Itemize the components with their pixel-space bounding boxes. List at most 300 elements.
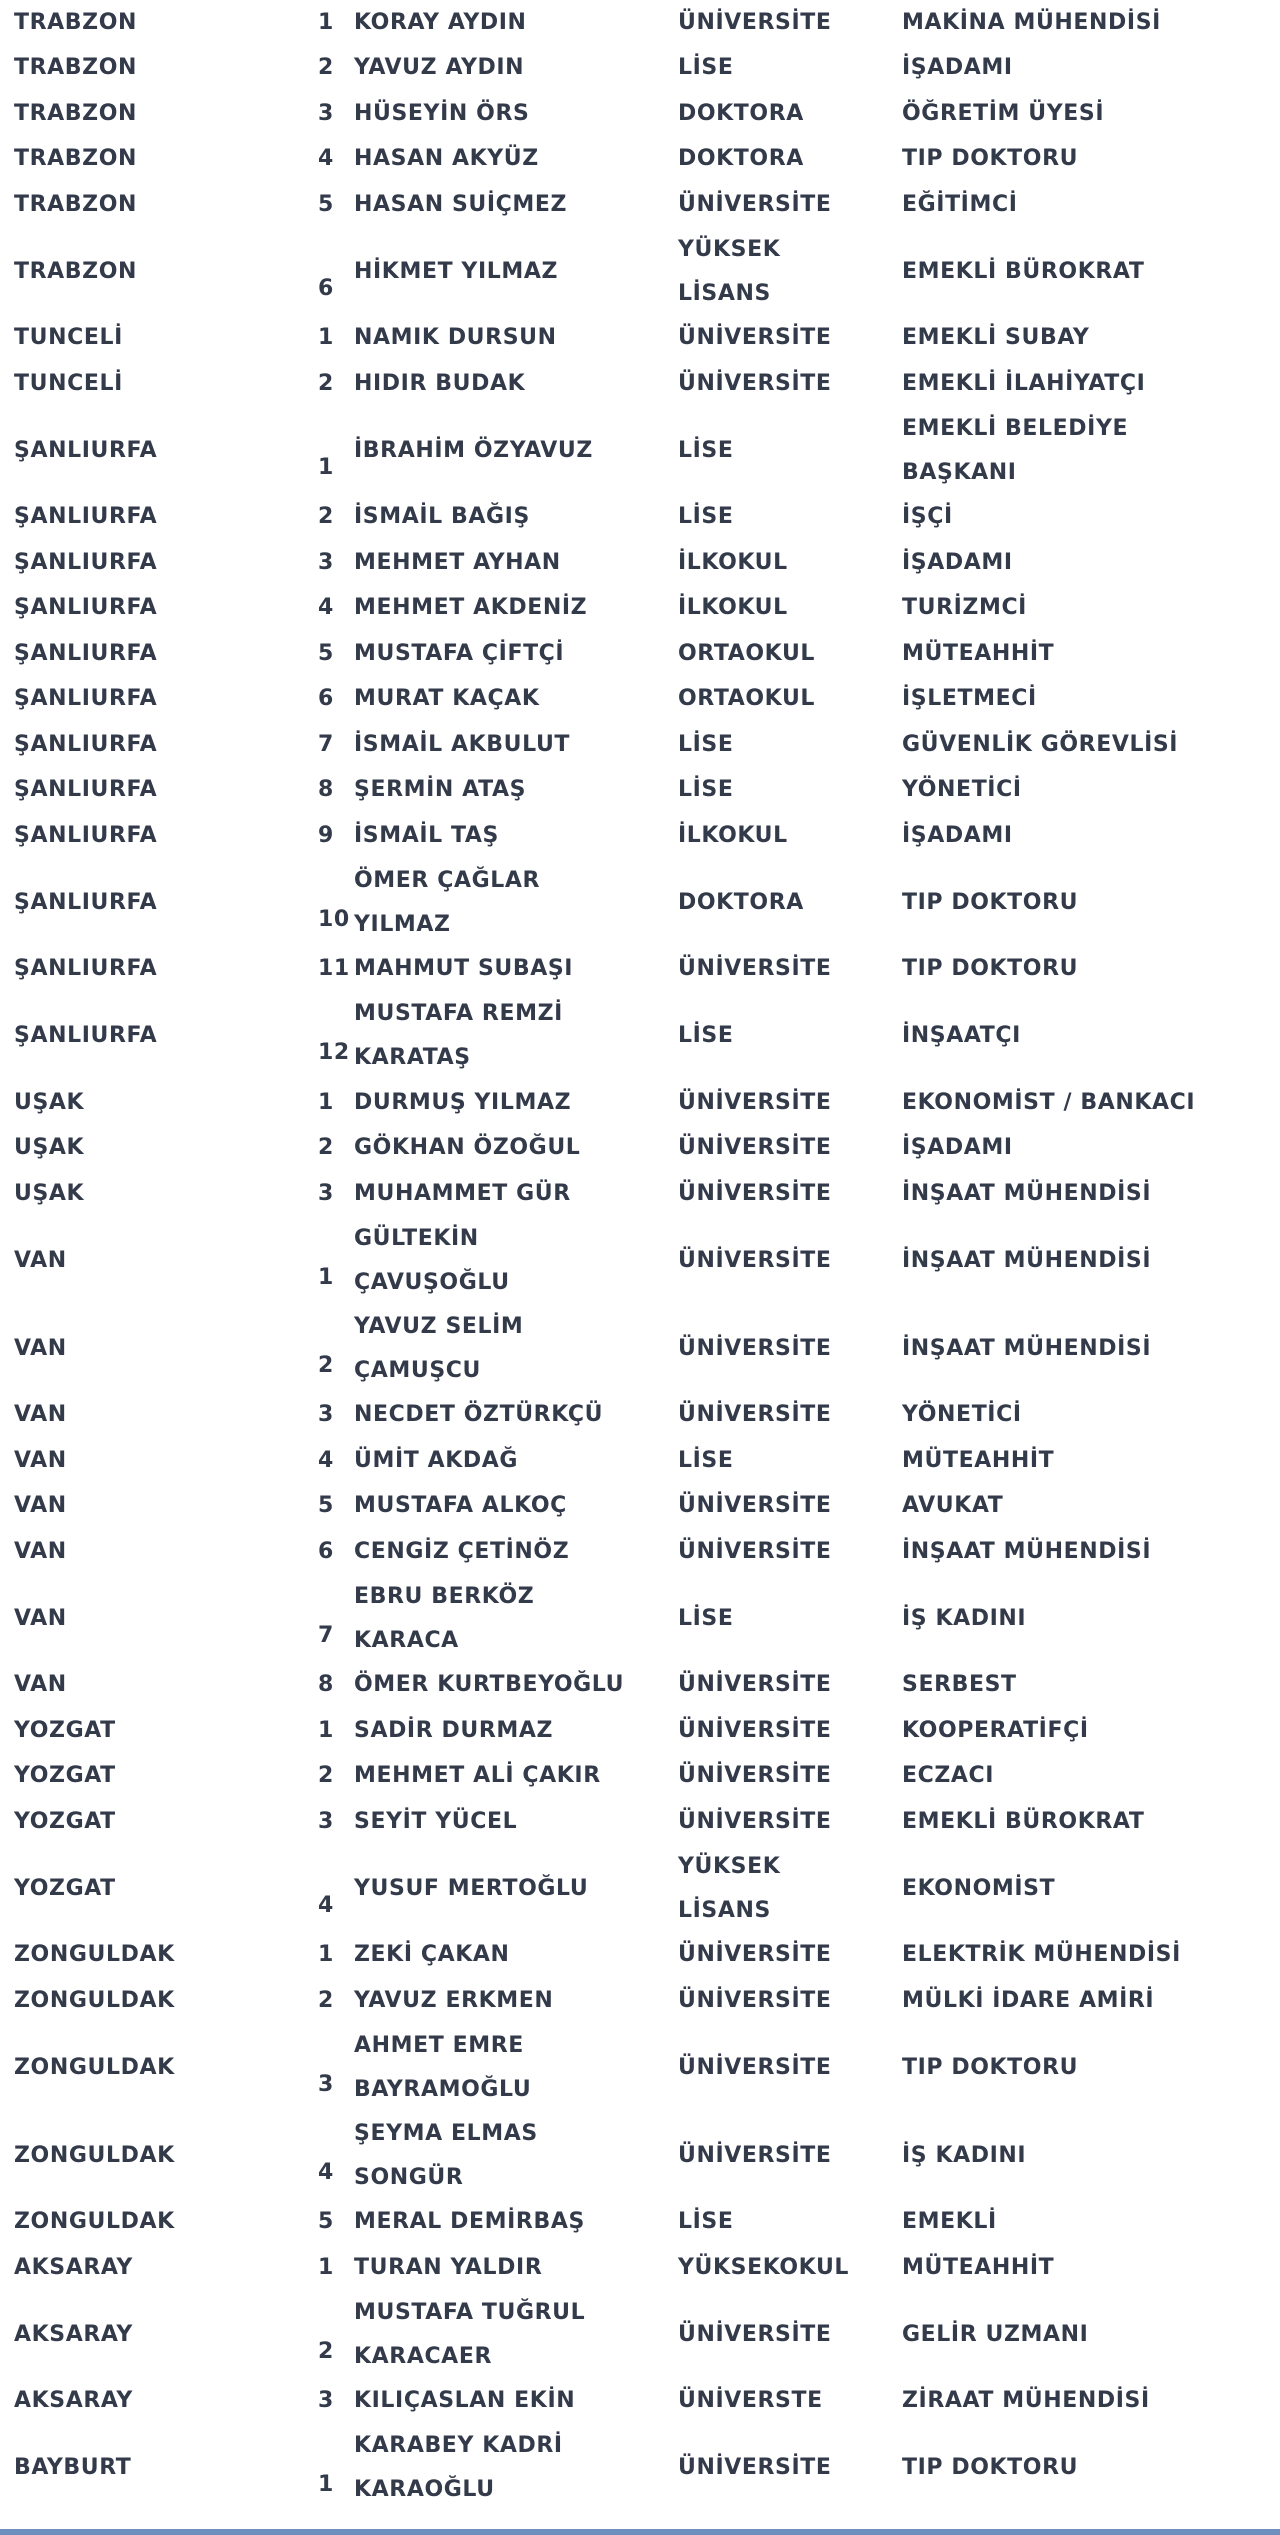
job-cell-line: TIP DOKTORU: [902, 2455, 1079, 2480]
table-row: [0, 1217, 1280, 1305]
job-cell-line: MAKİNA MÜHENDİSİ: [902, 9, 1161, 35]
table-row: [0, 540, 1280, 586]
rank-cell: 3: [318, 549, 334, 575]
name-cell-line: HASAN SUİÇMEZ: [354, 191, 568, 217]
table-row: [0, 91, 1280, 137]
job-cell-line: EMEKLİ İLAHİYATÇI: [902, 370, 1146, 396]
province-cell: TRABZON: [14, 146, 138, 172]
rank-cell: 4: [318, 2159, 334, 2185]
job-cell: [902, 1438, 1272, 1484]
province-cell: ŞANLIURFA: [14, 822, 158, 848]
province-cell: VAN: [14, 1538, 67, 1564]
education-cell: [678, 2245, 898, 2291]
name-cell: [354, 1305, 674, 1393]
name-cell: [354, 495, 674, 541]
table-row: [0, 992, 1280, 1080]
table-row: [0, 228, 1280, 316]
job-cell: [902, 1217, 1272, 1305]
job-cell: [902, 992, 1272, 1080]
province-cell: VAN: [14, 1605, 67, 1631]
job-cell: [902, 1126, 1272, 1172]
job-cell: [902, 540, 1272, 586]
education-cell-line: ÜNİVERSİTE: [678, 956, 832, 982]
education-cell-line: YÜKSEK: [678, 1853, 781, 1879]
education-cell-line: ÜNİVERSİTE: [678, 1942, 832, 1968]
job-cell: [902, 859, 1272, 947]
education-cell: [678, 1845, 898, 1933]
rank-cell: 11: [318, 956, 350, 982]
rank-cell: 4: [318, 1892, 334, 1918]
table-row: [0, 2245, 1280, 2291]
rank-cell: 3: [318, 100, 334, 126]
education-cell: [678, 2112, 898, 2200]
name-cell: [354, 316, 674, 362]
job-cell-line: İŞADAMI: [902, 549, 1013, 575]
name-cell: [354, 407, 674, 495]
rank-cell: 5: [318, 640, 334, 666]
province-cell: ŞANLIURFA: [14, 686, 158, 712]
education-cell: [678, 1663, 898, 1709]
job-cell: [902, 1575, 1272, 1663]
name-cell-line: KORAY AYDIN: [354, 9, 527, 35]
name-cell-line: KARACAER: [354, 2343, 492, 2369]
rank-cell: 6: [318, 275, 334, 301]
table-row: [0, 2424, 1280, 2512]
rank-cell: 2: [318, 55, 334, 81]
name-cell: [354, 540, 674, 586]
education-cell: [678, 1171, 898, 1217]
name-cell-line: MURAT KAÇAK: [354, 686, 540, 712]
job-cell: [902, 46, 1272, 92]
job-cell: [902, 768, 1272, 814]
education-cell: [678, 992, 898, 1080]
education-cell: [678, 1438, 898, 1484]
table-row: [0, 1393, 1280, 1439]
name-cell-line: MUSTAFA REMZİ: [354, 1001, 563, 1026]
job-cell: [902, 0, 1272, 46]
table-row: [0, 1799, 1280, 1845]
job-cell-line: GÜVENLİK GÖREVLİSİ: [902, 731, 1179, 757]
job-cell: [902, 1845, 1272, 1933]
name-cell: [354, 1845, 674, 1933]
name-cell: [354, 1754, 674, 1800]
name-cell: [354, 1484, 674, 1530]
name-cell: [354, 768, 674, 814]
name-cell: [354, 947, 674, 993]
name-cell-line: SADİR DURMAZ: [354, 1717, 554, 1743]
job-cell-line: TIP DOKTORU: [902, 956, 1079, 982]
rank-cell: 2: [318, 1763, 334, 1789]
name-cell: [354, 1529, 674, 1575]
rank-cell: 3: [318, 2388, 334, 2414]
table-row: [0, 631, 1280, 677]
province-cell: TRABZON: [14, 9, 138, 35]
education-cell: [678, 1575, 898, 1663]
name-cell: [354, 2424, 674, 2512]
province-cell: AKSARAY: [14, 2321, 133, 2347]
job-cell: [902, 407, 1272, 495]
job-cell-line: İNŞAAT MÜHENDİSİ: [902, 1538, 1152, 1564]
job-cell-line: AVUKAT: [902, 1493, 1004, 1519]
table-row: [0, 2200, 1280, 2246]
province-cell: AKSARAY: [14, 2388, 133, 2414]
job-cell-line: İŞ KADINI: [902, 1605, 1027, 1631]
education-cell-line: ÜNİVERSİTE: [678, 370, 832, 396]
name-cell-line: HÜSEYİN ÖRS: [354, 100, 530, 126]
name-cell: [354, 631, 674, 677]
name-cell: [354, 1393, 674, 1439]
job-cell: [902, 2200, 1272, 2246]
job-cell-line: İNŞAAT MÜHENDİSİ: [902, 1247, 1152, 1273]
education-cell: [678, 1305, 898, 1393]
job-cell-line: EMEKLİ BELEDİYE: [902, 415, 1129, 441]
name-cell: [354, 46, 674, 92]
education-cell-line: ÜNİVERSİTE: [678, 2321, 832, 2347]
name-cell-line: MUSTAFA ÇİFTÇİ: [354, 640, 565, 666]
education-cell: [678, 46, 898, 92]
education-cell: [678, 540, 898, 586]
province-cell: ŞANLIURFA: [14, 504, 158, 530]
table-row: [0, 768, 1280, 814]
table-row: [0, 1754, 1280, 1800]
name-cell-line: MUHAMMET GÜR: [354, 1180, 571, 1206]
name-cell: [354, 813, 674, 859]
education-cell-line: LİSE: [678, 1447, 734, 1473]
job-cell-line: EKONOMİST: [902, 1875, 1056, 1901]
job-cell-line: GELİR UZMANI: [902, 2321, 1089, 2347]
province-cell: YOZGAT: [14, 1808, 116, 1834]
name-cell-line: MERAL DEMİRBAŞ: [354, 2209, 585, 2235]
job-cell: [902, 1754, 1272, 1800]
table-row: [0, 947, 1280, 993]
name-cell-line: İSMAİL TAŞ: [354, 822, 499, 848]
name-cell-line: ZEKİ ÇAKAN: [354, 1942, 510, 1968]
name-cell-line: ÜMİT AKDAĞ: [354, 1447, 519, 1473]
education-cell-line: İLKOKUL: [678, 822, 788, 848]
education-cell: [678, 182, 898, 228]
rank-cell: 3: [318, 1402, 334, 1428]
education-cell-line: DOKTORA: [678, 100, 804, 126]
table-row: [0, 407, 1280, 495]
education-cell-line: ÜNİVERSİTE: [678, 2142, 832, 2168]
name-cell-line: YAVUZ ERKMEN: [354, 1987, 554, 2013]
education-cell: [678, 813, 898, 859]
province-cell: TUNCELİ: [14, 370, 123, 396]
table-row: [0, 1575, 1280, 1663]
education-cell-line: ÜNİVERSİTE: [678, 2455, 832, 2480]
job-cell: [902, 1484, 1272, 1530]
name-cell: [354, 677, 674, 723]
education-cell: [678, 0, 898, 46]
province-cell: ŞANLIURFA: [14, 1023, 158, 1048]
education-cell: [678, 1126, 898, 1172]
education-cell-line: ÜNİVERSİTE: [678, 1987, 832, 2013]
province-cell: TRABZON: [14, 191, 138, 217]
name-cell-line: ÇAMUŞCU: [354, 1357, 481, 1383]
name-cell: [354, 1663, 674, 1709]
education-cell: [678, 2024, 898, 2112]
table-row: [0, 677, 1280, 723]
education-cell: [678, 316, 898, 362]
name-cell: [354, 1978, 674, 2024]
rank-cell: 4: [318, 595, 334, 621]
name-cell: [354, 2200, 674, 2246]
rank-cell: 9: [318, 822, 334, 848]
name-cell-line: MUSTAFA TUĞRUL: [354, 2299, 586, 2325]
bottom-border: [0, 2529, 1280, 2535]
name-cell-line: YUSUF MERTOĞLU: [354, 1875, 589, 1901]
job-cell: [902, 228, 1272, 316]
education-cell-line: ÜNİVERSİTE: [678, 1180, 832, 1206]
job-cell: [902, 182, 1272, 228]
rank-cell: 8: [318, 1672, 334, 1698]
rank-cell: 1: [318, 9, 334, 35]
job-cell-line: İNŞAATÇI: [902, 1023, 1021, 1048]
name-cell-line: KILIÇASLAN EKİN: [354, 2388, 576, 2414]
name-cell-line: HASAN AKYÜZ: [354, 146, 539, 172]
rank-cell: 3: [318, 2071, 334, 2097]
education-cell: [678, 1484, 898, 1530]
name-cell: [354, 2379, 674, 2425]
job-cell-line: MÜTEAHHİT: [902, 1447, 1055, 1473]
education-cell-line: İLKOKUL: [678, 549, 788, 575]
education-cell: [678, 1529, 898, 1575]
rank-cell: 1: [318, 2254, 334, 2280]
name-cell: [354, 1171, 674, 1217]
education-cell-line: LİSE: [678, 2209, 734, 2235]
job-cell-line: İNŞAAT MÜHENDİSİ: [902, 1180, 1152, 1206]
rank-cell: 1: [318, 1717, 334, 1743]
rank-cell: 4: [318, 146, 334, 172]
name-cell: [354, 361, 674, 407]
name-cell: [354, 1708, 674, 1754]
job-cell-line: TIP DOKTORU: [902, 2054, 1079, 2080]
name-cell-line: ÇAVUŞOĞLU: [354, 1269, 510, 1295]
province-cell: YOZGAT: [14, 1875, 116, 1901]
education-cell: [678, 722, 898, 768]
province-cell: UŞAK: [14, 1089, 85, 1115]
name-cell: [354, 1575, 674, 1663]
education-cell-line: ÜNİVERSİTE: [678, 1089, 832, 1115]
rank-cell: 7: [318, 731, 334, 757]
rank-cell: 1: [318, 1089, 334, 1115]
job-cell: [902, 1933, 1272, 1979]
rank-cell: 5: [318, 191, 334, 217]
job-cell: [902, 1799, 1272, 1845]
education-cell: [678, 1754, 898, 1800]
name-cell: [354, 0, 674, 46]
education-cell-line: LİSE: [678, 1023, 734, 1048]
table-row: [0, 1080, 1280, 1126]
job-cell: [902, 1708, 1272, 1754]
education-cell: [678, 495, 898, 541]
education-cell-line: LİSE: [678, 777, 734, 803]
rank-cell: 4: [318, 1447, 334, 1473]
name-cell-line: MEHMET AYHAN: [354, 549, 561, 575]
name-cell-line: ŞEYMA ELMAS: [354, 2120, 538, 2146]
job-cell-line: TIP DOKTORU: [902, 146, 1079, 172]
job-cell-line: TIP DOKTORU: [902, 889, 1079, 915]
name-cell: [354, 722, 674, 768]
province-cell: ŞANLIURFA: [14, 549, 158, 575]
province-cell: VAN: [14, 1493, 67, 1519]
name-cell: [354, 91, 674, 137]
education-cell: [678, 361, 898, 407]
rank-cell: 10: [318, 906, 350, 932]
education-cell-line: ÜNİVERSİTE: [678, 1135, 832, 1161]
table-row: [0, 1529, 1280, 1575]
rank-cell: 2: [318, 2338, 334, 2364]
education-cell: [678, 586, 898, 632]
rank-cell: 1: [318, 325, 334, 351]
province-cell: VAN: [14, 1672, 67, 1698]
education-cell: [678, 677, 898, 723]
rank-cell: 2: [318, 1135, 334, 1161]
job-cell-line: MÜLKİ İDARE AMİRİ: [902, 1987, 1155, 2013]
table-row: [0, 1978, 1280, 2024]
table-row: [0, 2024, 1280, 2112]
name-cell-line: SONGÜR: [354, 2164, 464, 2190]
name-cell: [354, 992, 674, 1080]
education-cell: [678, 2379, 898, 2425]
education-cell-line: ÜNİVERSİTE: [678, 1335, 832, 1361]
province-cell: ZONGULDAK: [14, 1987, 175, 2013]
table-row: [0, 1438, 1280, 1484]
province-cell: VAN: [14, 1335, 67, 1361]
education-cell: [678, 1978, 898, 2024]
province-cell: ŞANLIURFA: [14, 889, 158, 915]
rank-cell: 8: [318, 777, 334, 803]
name-cell-line: EBRU BERKÖZ: [354, 1583, 535, 1609]
rank-cell: 5: [318, 1493, 334, 1519]
table-row: [0, 859, 1280, 947]
education-cell-line: ORTAOKUL: [678, 686, 816, 712]
education-cell: [678, 768, 898, 814]
job-cell: [902, 495, 1272, 541]
job-cell-line: YÖNETİCİ: [902, 1402, 1022, 1428]
education-cell: [678, 859, 898, 947]
education-cell: [678, 1217, 898, 1305]
name-cell-line: BAYRAMOĞLU: [354, 2076, 532, 2102]
education-cell-line: LİSE: [678, 504, 734, 530]
table-row: [0, 2379, 1280, 2425]
name-cell-line: YAVUZ SELİM: [354, 1313, 524, 1339]
name-cell: [354, 2291, 674, 2379]
name-cell-line: GÜLTEKİN: [354, 1225, 479, 1251]
name-cell-line: CENGİZ ÇETİNÖZ: [354, 1538, 570, 1564]
education-cell: [678, 1080, 898, 1126]
job-cell-line: İŞÇİ: [902, 504, 953, 530]
rank-cell: 3: [318, 1180, 334, 1206]
table-row: [0, 1126, 1280, 1172]
name-cell: [354, 2024, 674, 2112]
name-cell-line: KARAOĞLU: [354, 2477, 495, 2502]
education-cell-line: ÜNİVERSİTE: [678, 9, 832, 35]
job-cell-line: İŞADAMI: [902, 1135, 1013, 1161]
name-cell-line: HİKMET YILMAZ: [354, 258, 559, 284]
province-cell: ŞANLIURFA: [14, 640, 158, 666]
job-cell: [902, 1529, 1272, 1575]
name-cell-line: SEYİT YÜCEL: [354, 1808, 518, 1834]
job-cell: [902, 1080, 1272, 1126]
education-cell-line: DOKTORA: [678, 889, 804, 915]
rank-cell: 5: [318, 2209, 334, 2235]
name-cell-line: ÖMER KURTBEYOĞLU: [354, 1672, 625, 1698]
job-cell: [902, 813, 1272, 859]
education-cell-line: ÜNİVERSİTE: [678, 1538, 832, 1564]
education-cell-line: ÜNİVERSİTE: [678, 1672, 832, 1698]
province-cell: TUNCELİ: [14, 325, 123, 351]
province-cell: BAYBURT: [14, 2455, 132, 2480]
name-cell-line: ÖMER ÇAĞLAR: [354, 867, 541, 893]
rank-cell: 2: [318, 370, 334, 396]
province-cell: YOZGAT: [14, 1717, 116, 1743]
job-cell: [902, 1978, 1272, 2024]
province-cell: TRABZON: [14, 55, 138, 81]
job-cell-line: ELEKTRİK MÜHENDİSİ: [902, 1942, 1181, 1968]
education-cell-line: ÜNİVERSİTE: [678, 325, 832, 351]
name-cell-line: GÖKHAN ÖZOĞUL: [354, 1135, 581, 1161]
name-cell-line: ŞERMİN ATAŞ: [354, 777, 527, 803]
job-cell: [902, 1305, 1272, 1393]
job-cell-line: ÖĞRETİM ÜYESİ: [902, 100, 1105, 126]
table-row: [0, 2112, 1280, 2200]
name-cell-line: DURMUŞ YILMAZ: [354, 1089, 572, 1115]
job-cell-line: İNŞAAT MÜHENDİSİ: [902, 1335, 1152, 1361]
education-cell-line: ÜNİVERSİTE: [678, 1402, 832, 1428]
education-cell-line: ORTAOKUL: [678, 640, 816, 666]
table-row: [0, 2291, 1280, 2379]
name-cell: [354, 1126, 674, 1172]
name-cell: [354, 182, 674, 228]
education-cell-line: LİSE: [678, 55, 734, 81]
table-row: [0, 813, 1280, 859]
table-row: [0, 1845, 1280, 1933]
education-cell: [678, 2200, 898, 2246]
education-cell: [678, 947, 898, 993]
job-cell: [902, 586, 1272, 632]
job-cell-line: SERBEST: [902, 1672, 1017, 1698]
province-cell: VAN: [14, 1447, 67, 1473]
province-cell: ZONGULDAK: [14, 2142, 175, 2168]
rank-cell: 1: [318, 454, 334, 480]
rank-cell: 3: [318, 1808, 334, 1834]
province-cell: ŞANLIURFA: [14, 777, 158, 803]
education-cell: [678, 228, 898, 316]
table-row: [0, 1484, 1280, 1530]
table-row: [0, 46, 1280, 92]
province-cell: UŞAK: [14, 1180, 85, 1206]
table-row: [0, 0, 1280, 46]
rank-cell: 7: [318, 1622, 334, 1648]
province-cell: ZONGULDAK: [14, 1942, 175, 1968]
education-cell: [678, 1799, 898, 1845]
rank-cell: 6: [318, 686, 334, 712]
education-cell-line: DOKTORA: [678, 146, 804, 172]
province-cell: TRABZON: [14, 100, 138, 126]
job-cell-line: İŞ KADINI: [902, 2142, 1027, 2168]
education-cell-line: ÜNİVERSİTE: [678, 191, 832, 217]
education-cell-line: ÜNİVERSİTE: [678, 2054, 832, 2080]
name-cell: [354, 137, 674, 183]
province-cell: VAN: [14, 1247, 67, 1273]
education-cell-line: LİSE: [678, 1605, 734, 1631]
table-row: [0, 316, 1280, 362]
table-row: [0, 137, 1280, 183]
table-row: [0, 495, 1280, 541]
table-row: [0, 1663, 1280, 1709]
province-cell: VAN: [14, 1402, 67, 1428]
